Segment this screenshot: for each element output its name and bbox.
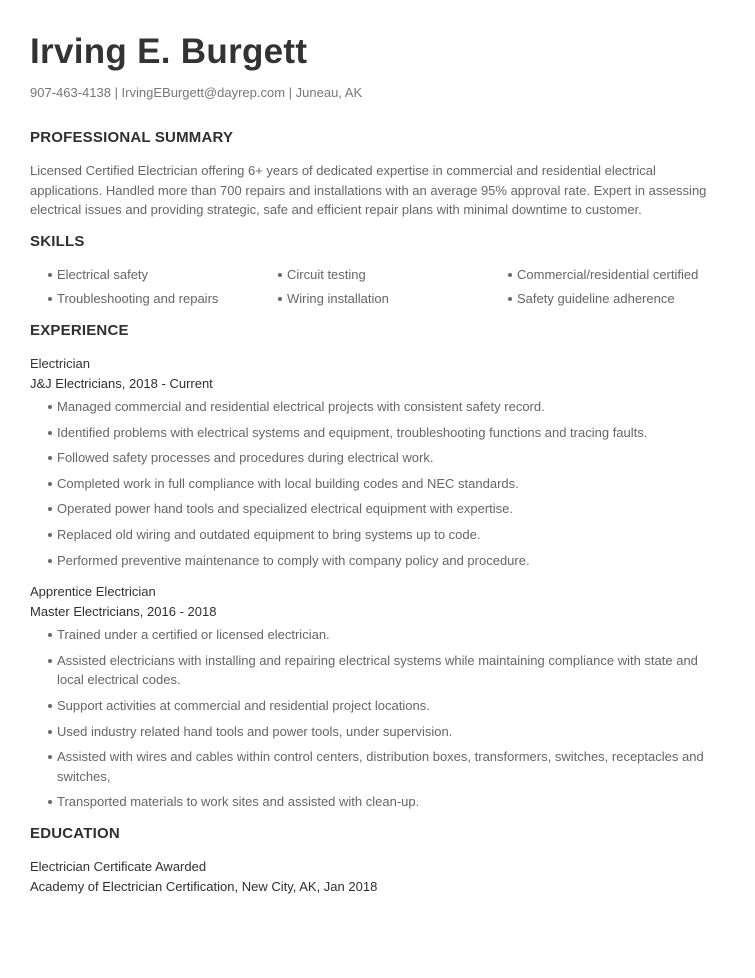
- bullet-icon: [48, 507, 52, 511]
- skill-label: Commercial/residential certified: [517, 267, 699, 283]
- skill-label: Circuit testing: [287, 267, 366, 283]
- skill-item: [48, 265, 278, 284]
- skill-item: [508, 265, 738, 284]
- job-bullet: [48, 525, 725, 545]
- education-heading: EDUCATION: [30, 825, 120, 843]
- job-bullet-text: Assisted electricians with installing and repairing electrical systems while maintaining compliance with state and local electrical codes.: [57, 652, 698, 688]
- skill-label: Troubleshooting and repairs: [57, 291, 219, 307]
- skill-item: [278, 289, 508, 308]
- bullet-icon: [48, 533, 52, 537]
- bullet-icon: [48, 297, 52, 301]
- bullet-icon: [508, 297, 512, 301]
- job-bullet: [48, 397, 725, 417]
- skill-label: Safety guideline adherence: [517, 291, 675, 307]
- bullet-icon: [48, 633, 52, 637]
- job-bullet: [48, 722, 725, 742]
- job-bullet: [48, 792, 725, 812]
- experience-heading: EXPERIENCE: [30, 322, 129, 340]
- job-company: J&J Electricians, 2018 - Current: [30, 376, 213, 392]
- job-bullet-text: Replaced old wiring and outdated equipment to bring systems up to code.: [57, 527, 481, 543]
- job-bullet-text: Identified problems with electrical systems and equipment, troubleshooting functions and tracing faults.: [57, 424, 648, 440]
- bullet-icon: [48, 800, 52, 804]
- bullet-icon: [48, 704, 52, 708]
- bullet-icon: [48, 431, 52, 435]
- job-bullet: [48, 551, 725, 571]
- bullet-icon: [48, 755, 52, 759]
- job-bullet: [48, 625, 725, 645]
- job-bullet: [48, 474, 725, 494]
- job-bullet-text: Performed preventive maintenance to comply with company policy and procedure.: [57, 552, 530, 568]
- skills-list: [30, 265, 725, 308]
- job-bullet-text: Operated power hand tools and specialized electrical equipment with expertise.: [57, 501, 513, 517]
- bullet-icon: [48, 730, 52, 734]
- education-school: Academy of Electrician Certification, New City, AK, Jan 2018: [30, 879, 378, 895]
- job-bullet-text: Completed work in full compliance with local building codes and NEC standards.: [57, 475, 519, 491]
- job-bullet: [48, 651, 725, 690]
- job-bullet-text: Trained under a certified or licensed electrician.: [57, 627, 330, 643]
- job-bullet: [48, 499, 725, 519]
- job-bullet-text: Used industry related hand tools and power tools, under supervision.: [57, 723, 453, 739]
- job-bullet-text: Transported materials to work sites and assisted with clean-up.: [57, 794, 420, 810]
- bullet-icon: [48, 273, 52, 277]
- job-role: Apprentice Electrician: [30, 584, 156, 600]
- bullet-icon: [278, 273, 282, 277]
- job-role: Electrician: [30, 356, 90, 372]
- bullet-icon: [48, 559, 52, 563]
- bullet-icon: [48, 405, 52, 409]
- bullet-icon: [278, 297, 282, 301]
- job-bullet: [48, 423, 725, 443]
- bullet-icon: [508, 273, 512, 277]
- summary-heading: PROFESSIONAL SUMMARY: [30, 129, 234, 146]
- job-bullet-text: Managed commercial and residential electrical projects with consistent safety record.: [57, 399, 545, 415]
- job-bullet: [48, 747, 725, 786]
- bullet-icon: [48, 482, 52, 486]
- candidate-name: Irving E. Burgett: [30, 32, 308, 71]
- skill-item: [278, 265, 508, 284]
- skills-heading: SKILLS: [30, 233, 85, 251]
- bullet-icon: [48, 659, 52, 663]
- job-entry: [30, 582, 725, 812]
- job-bullet-text: Support activities at commercial and residential project locations.: [57, 698, 430, 714]
- job-bullet: [48, 696, 725, 716]
- summary-text: Licensed Certified Electrician offering 6+ years of dedicated expertise in commercial and residential electrical applications. Handled more than 700 repairs and installations with an average 95% approval rate. Expert in assessing electrical issues and providing strategic, safe and efficient repair plans with minimal downtime to customer.: [30, 163, 707, 218]
- job-bullet: [48, 448, 725, 468]
- job-bullets: [30, 397, 725, 570]
- job-bullet-text: Assisted with wires and cables within control centers, distribution boxes, transformers, switches, receptacles and switches,: [57, 749, 704, 784]
- job-bullets: [30, 625, 725, 812]
- education-entry: [30, 857, 725, 896]
- job-entry: [30, 354, 725, 570]
- education-degree: Electrician Certificate Awarded: [30, 859, 207, 875]
- skill-label: Wiring installation: [287, 291, 389, 307]
- contact-line: 907-463-4138 | IrvingEBurgett@dayrep.com | Juneau, AK: [30, 85, 363, 100]
- job-bullet-text: Followed safety processes and procedures during electrical work.: [57, 450, 434, 466]
- skill-item: [48, 289, 278, 308]
- skill-label: Electrical safety: [57, 267, 149, 283]
- skill-item: [508, 289, 738, 308]
- job-company: Master Electricians, 2016 - 2018: [30, 604, 217, 620]
- bullet-icon: [48, 456, 52, 460]
